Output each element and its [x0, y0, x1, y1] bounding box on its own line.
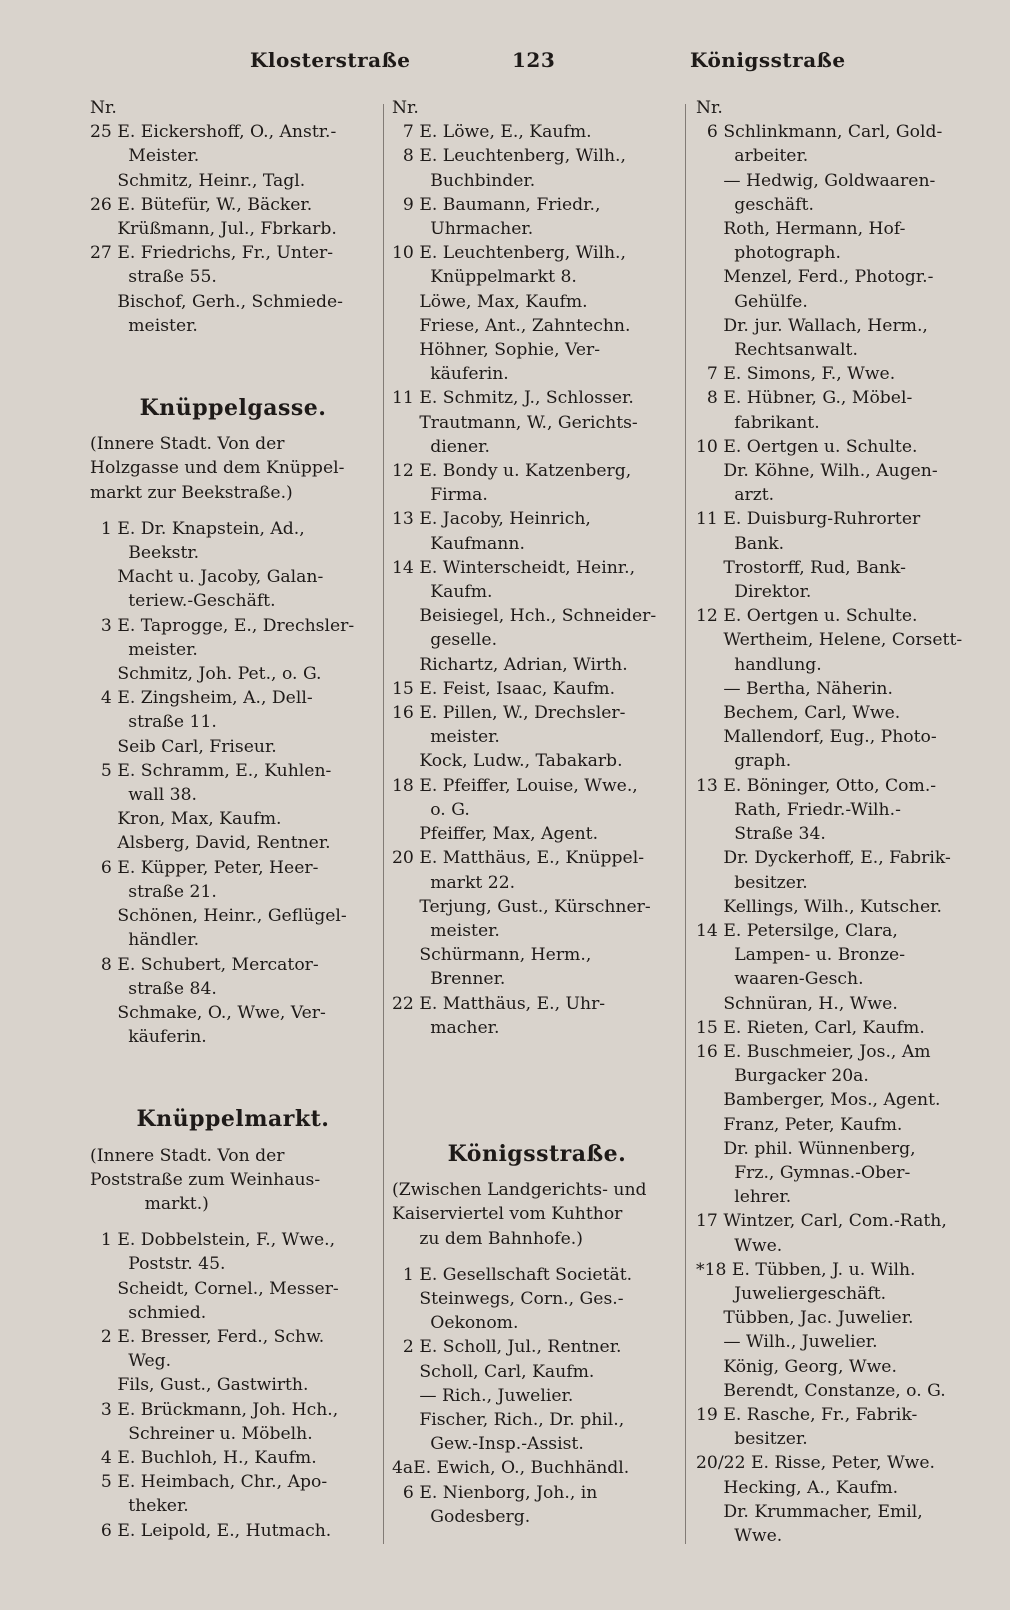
directory-line: theker. — [90, 1496, 189, 1517]
directory-line: Trostorff, Rud, Bank- — [696, 557, 906, 578]
directory-line: Beekstr. — [90, 543, 200, 564]
directory-line: 14 E. Petersilge, Clara, — [696, 920, 898, 941]
directory-line: 13 E. Böninger, Otto, Com.- — [696, 775, 937, 796]
directory-line: Berendt, Constanze, o. G. — [696, 1380, 946, 1401]
directory-line: 1 E. Gesellschaft Societät. — [392, 1264, 633, 1285]
directory-line: meister. — [90, 315, 198, 336]
directory-line: Nr. — [392, 98, 419, 118]
directory-line: Poststraße zum Weinhaus- — [90, 1169, 321, 1190]
directory-line: 1 E. Dr. Knapstein, Ad., — [90, 518, 305, 539]
directory-line: 12 E. Oertgen u. Schulte. — [696, 606, 918, 627]
directory-line: Gew.-Insp.-Assist. — [392, 1434, 584, 1455]
directory-line: Gehülfe. — [696, 291, 808, 312]
directory-line: 12 E. Bondy u. Katzenberg, — [392, 461, 632, 482]
directory-line: — Wilh., Juwelier. — [696, 1332, 878, 1353]
directory-line: schmied. — [90, 1302, 207, 1323]
directory-line: straße 84. — [90, 978, 217, 999]
directory-line: Terjung, Gust., Kürschner- — [392, 896, 651, 917]
header-right: Königsstraße — [690, 48, 846, 72]
directory-line: Kock, Ludw., Tabakarb. — [392, 751, 623, 772]
street-heading: Königsstraße. — [447, 1140, 627, 1167]
directory-line: Burgacker 20a. — [696, 1066, 869, 1087]
directory-line: Seib Carl, Friseur. — [90, 736, 277, 757]
directory-line: meister. — [90, 639, 198, 660]
directory-line: 15 E. Rieten, Carl, Kaufm. — [696, 1017, 925, 1038]
directory-line: Lampen- u. Bronze- — [696, 945, 906, 966]
directory-line: diener. — [392, 436, 490, 457]
directory-line: arzt. — [696, 485, 775, 506]
directory-line: käuferin. — [90, 1027, 207, 1048]
column-3 — [696, 96, 990, 1548]
directory-line: Rath, Friedr.-Wilh.- — [696, 799, 901, 820]
directory-line: Kron, Max, Kaufm. — [90, 809, 282, 830]
directory-line: Schreiner u. Möbelh. — [90, 1423, 313, 1444]
directory-line: handlung. — [696, 654, 822, 675]
directory-line: markt zur Beekstraße.) — [90, 482, 293, 503]
directory-line: 11 E. Duisburg-Ruhrorter — [696, 509, 921, 530]
directory-line: fabrikant. — [696, 412, 820, 433]
spacer — [90, 1049, 376, 1101]
directory-line: Dr. Köhne, Wilh., Augen- — [696, 461, 938, 482]
directory-line: 22 E. Matthäus, E., Uhr- — [392, 993, 606, 1014]
directory-line: Bamberger, Mos., Agent. — [696, 1090, 941, 1111]
directory-line: Schmake, O., Wwe, Ver- — [90, 1002, 326, 1023]
directory-line: 13 E. Jacoby, Heinrich, — [392, 509, 591, 530]
spacer — [90, 505, 376, 517]
directory-line: — Hedwig, Goldwaaren- — [696, 170, 936, 191]
directory-line: Menzel, Ferd., Photogr.- — [696, 267, 934, 288]
directory-line: Schnüran, H., Wwe. — [696, 993, 898, 1014]
directory-line: Wwe. — [696, 1525, 783, 1546]
spacer — [90, 338, 376, 390]
directory-line: Rechtsanwalt. — [696, 340, 858, 361]
directory-line: Godesberg. — [392, 1506, 531, 1527]
directory-line: Kaufm. — [392, 582, 493, 603]
directory-line: 17 Wintzer, Carl, Com.-Rath, — [696, 1211, 947, 1232]
directory-line: besitzer. — [696, 872, 808, 893]
directory-line: 11 E. Schmitz, J., Schlosser. — [392, 388, 634, 409]
directory-line: photograph. — [696, 243, 841, 264]
directory-line: (Innere Stadt. Von der — [90, 1145, 285, 1166]
directory-line: Scholl, Carl, Kaufm. — [392, 1361, 595, 1382]
directory-line: zu dem Bahnhofe.) — [392, 1228, 583, 1249]
directory-line: arbeiter. — [696, 146, 809, 167]
directory-line: — Rich., Juwelier. — [392, 1385, 574, 1406]
directory-line: 5 E. Schramm, E., Kuhlen- — [90, 760, 332, 781]
directory-line: Nr. — [90, 98, 117, 118]
directory-line: (Zwischen Landgerichts- und — [392, 1180, 647, 1201]
directory-line: 6 Schlinkmann, Carl, Gold- — [696, 122, 943, 143]
directory-line: Wwe. — [696, 1235, 783, 1256]
directory-line: *18 E. Tübben, J. u. Wilh. — [696, 1259, 916, 1280]
directory-line: Roth, Hermann, Hof- — [696, 219, 906, 240]
street-heading: Knüppelmarkt. — [136, 1106, 330, 1133]
directory-line: waaren-Gesch. — [696, 969, 864, 990]
directory-line: käuferin. — [392, 364, 509, 385]
column-divider — [383, 104, 384, 1544]
directory-line: macher. — [392, 1017, 500, 1038]
directory-line: 7 E. Simons, F., Wwe. — [696, 364, 896, 385]
directory-line: 19 E. Rasche, Fr., Fabrik- — [696, 1404, 918, 1425]
directory-line: Kaufmann. — [392, 533, 525, 554]
directory-line: geschäft. — [696, 194, 814, 215]
directory-line: meister. — [392, 920, 500, 941]
directory-line: Franz, Peter, Kaufm. — [696, 1114, 903, 1135]
directory-line: 10 E. Leuchtenberg, Wilh., — [392, 243, 626, 264]
directory-line: Höhner, Sophie, Ver- — [392, 340, 601, 361]
directory-line: lehrer. — [696, 1187, 792, 1208]
directory-line: 3 E. Brückmann, Joh. Hch., — [90, 1399, 339, 1420]
directory-line: 10 E. Oertgen u. Schulte. — [696, 436, 918, 457]
directory-line: 6 E. Leipold, E., Hutmach. — [90, 1520, 332, 1541]
directory-line: Mallendorf, Eug., Photo- — [696, 727, 937, 748]
directory-line: 7 E. Löwe, E., Kaufm. — [392, 122, 592, 143]
directory-line: Bischof, Gerh., Schmiede- — [90, 291, 343, 312]
directory-line: (Innere Stadt. Von der — [90, 434, 285, 455]
directory-line: 16 E. Pillen, W., Drechsler- — [392, 703, 626, 724]
directory-line: 9 E. Baumann, Friedr., — [392, 194, 601, 215]
directory-line: Schürmann, Herm., — [392, 945, 592, 966]
directory-line: markt 22. — [392, 872, 516, 893]
directory-line: Fils, Gust., Gastwirth. — [90, 1375, 309, 1396]
directory-line: Dr. Dyckerhoff, E., Fabrik- — [696, 848, 951, 869]
directory-line: wall 38. — [90, 785, 197, 806]
directory-line: Poststr. 45. — [90, 1254, 226, 1275]
directory-line: Holzgasse und dem Knüppel- — [90, 458, 345, 479]
directory-line: Buchbinder. — [392, 170, 536, 191]
spacer — [392, 1251, 682, 1263]
directory-line: 18 E. Pfeiffer, Louise, Wwe., — [392, 775, 638, 796]
column-2 — [392, 96, 682, 1529]
directory-line: 14 E. Winterscheidt, Heinr., — [392, 557, 636, 578]
directory-line: Steinwegs, Corn., Ges.- — [392, 1288, 624, 1309]
directory-line: straße 21. — [90, 881, 217, 902]
directory-line: Schönen, Heinr., Geflügel- — [90, 906, 347, 927]
directory-line: 26 E. Bütefür, W., Bäcker. — [90, 194, 313, 215]
directory-line: geselle. — [392, 630, 498, 651]
directory-line: 25 E. Eickershoff, O., Anstr.- — [90, 122, 337, 143]
directory-line: Scheidt, Cornel., Messer- — [90, 1278, 339, 1299]
directory-line: Bank. — [696, 533, 785, 554]
directory-line: Bechem, Carl, Wwe. — [696, 703, 901, 724]
directory-line: Hecking, A., Kaufm. — [696, 1477, 899, 1498]
directory-line: Direktor. — [696, 582, 812, 603]
directory-line: graph. — [696, 751, 792, 772]
directory-line: händler. — [90, 930, 200, 951]
spacer — [392, 1040, 682, 1092]
directory-line: o. G. — [392, 799, 470, 820]
directory-line: 5 E. Heimbach, Chr., Apo- — [90, 1472, 328, 1493]
directory-line: Weg. — [90, 1351, 172, 1372]
directory-line: 2 E. Scholl, Jul., Rentner. — [392, 1337, 622, 1358]
directory-line: Dr. jur. Wallach, Herm., — [696, 315, 928, 336]
directory-line: Trautmann, W., Gerichts- — [392, 412, 638, 433]
directory-line: Brenner. — [392, 969, 506, 990]
directory-line: 4 E. Zingsheim, A., Dell- — [90, 688, 313, 709]
directory-line: 8 E. Leuchtenberg, Wilh., — [392, 146, 626, 167]
street-heading: Knüppelgasse. — [139, 395, 327, 422]
spacer — [392, 1092, 682, 1136]
directory-line: 1 E. Dobbelstein, F., Wwe., — [90, 1230, 336, 1251]
page-number: 123 — [512, 48, 556, 72]
directory-line: — Bertha, Näherin. — [696, 678, 893, 699]
directory-line: 2 E. Bresser, Ferd., Schw. — [90, 1326, 325, 1347]
directory-line: 20/22 E. Risse, Peter, Wwe. — [696, 1453, 935, 1474]
directory-line: Nr. — [696, 98, 723, 118]
column-1 — [90, 96, 376, 1543]
directory-line: Pfeiffer, Max, Agent. — [392, 824, 599, 845]
directory-line: 4 E. Buchloh, H., Kaufm. — [90, 1447, 317, 1468]
directory-line: Kellings, Wilh., Kutscher. — [696, 896, 942, 917]
directory-line: straße 11. — [90, 712, 217, 733]
directory-line: Oekonom. — [392, 1313, 519, 1334]
directory-line: König, Georg, Wwe. — [696, 1356, 897, 1377]
directory-line: Wertheim, Helene, Corsett- — [696, 630, 963, 651]
directory-line: 4aE. Ewich, O., Buchhändl. — [392, 1458, 630, 1479]
directory-line: besitzer. — [696, 1429, 808, 1450]
directory-line: Schmitz, Heinr., Tagl. — [90, 170, 306, 191]
directory-line: teriew.-Geschäft. — [90, 591, 276, 612]
directory-line: Friese, Ant., Zahntechn. — [392, 315, 631, 336]
directory-line: Dr. phil. Wünnenberg, — [696, 1138, 916, 1159]
directory-line: 16 E. Buschmeier, Jos., Am — [696, 1041, 931, 1062]
directory-line: Tübben, Jac. Juwelier. — [696, 1308, 914, 1329]
directory-line: Knüppelmarkt 8. — [392, 267, 577, 288]
directory-line: Macht u. Jacoby, Galan- — [90, 567, 324, 588]
directory-line: 20 E. Matthäus, E., Knüppel- — [392, 848, 644, 869]
header-left: Klosterstraße — [250, 48, 411, 72]
directory-line: 15 E. Feist, Isaac, Kaufm. — [392, 678, 616, 699]
spacer — [90, 1216, 376, 1228]
directory-line: straße 55. — [90, 267, 217, 288]
running-header — [0, 48, 1010, 88]
directory-line: markt.) — [90, 1193, 209, 1214]
directory-line: Beisiegel, Hch., Schneider- — [392, 606, 657, 627]
directory-line: Meister. — [90, 146, 200, 167]
directory-line: Straße 34. — [696, 824, 826, 845]
directory-line: 8 E. Schubert, Mercator- — [90, 954, 319, 975]
directory-line: Dr. Krummacher, Emil, — [696, 1501, 923, 1522]
directory-line: Uhrmacher. — [392, 219, 534, 240]
directory-line: Frz., Gymnas.-Ober- — [696, 1162, 911, 1183]
directory-line: 6 E. Küpper, Peter, Heer- — [90, 857, 319, 878]
directory-line: 3 E. Taprogge, E., Drechsler- — [90, 615, 355, 636]
directory-line: 8 E. Hübner, G., Möbel- — [696, 388, 913, 409]
directory-line: Fischer, Rich., Dr. phil., — [392, 1409, 625, 1430]
directory-line: Schmitz, Joh. Pet., o. G. — [90, 664, 322, 685]
directory-line: Löwe, Max, Kaufm. — [392, 291, 588, 312]
directory-line: 27 E. Friedrichs, Fr., Unter- — [90, 243, 334, 264]
directory-line: Firma. — [392, 485, 488, 506]
directory-line: Richartz, Adrian, Wirth. — [392, 654, 628, 675]
directory-line: meister. — [392, 727, 500, 748]
column-divider — [685, 104, 686, 1544]
directory-line: Alsberg, David, Rentner. — [90, 833, 331, 854]
directory-line: Kaiserviertel vom Kuhthor — [392, 1204, 623, 1225]
directory-line: 6 E. Nienborg, Joh., in — [392, 1482, 598, 1503]
directory-line: Juweliergeschäft. — [696, 1283, 887, 1304]
directory-line: Krüßmann, Jul., Fbrkarb. — [90, 219, 337, 240]
